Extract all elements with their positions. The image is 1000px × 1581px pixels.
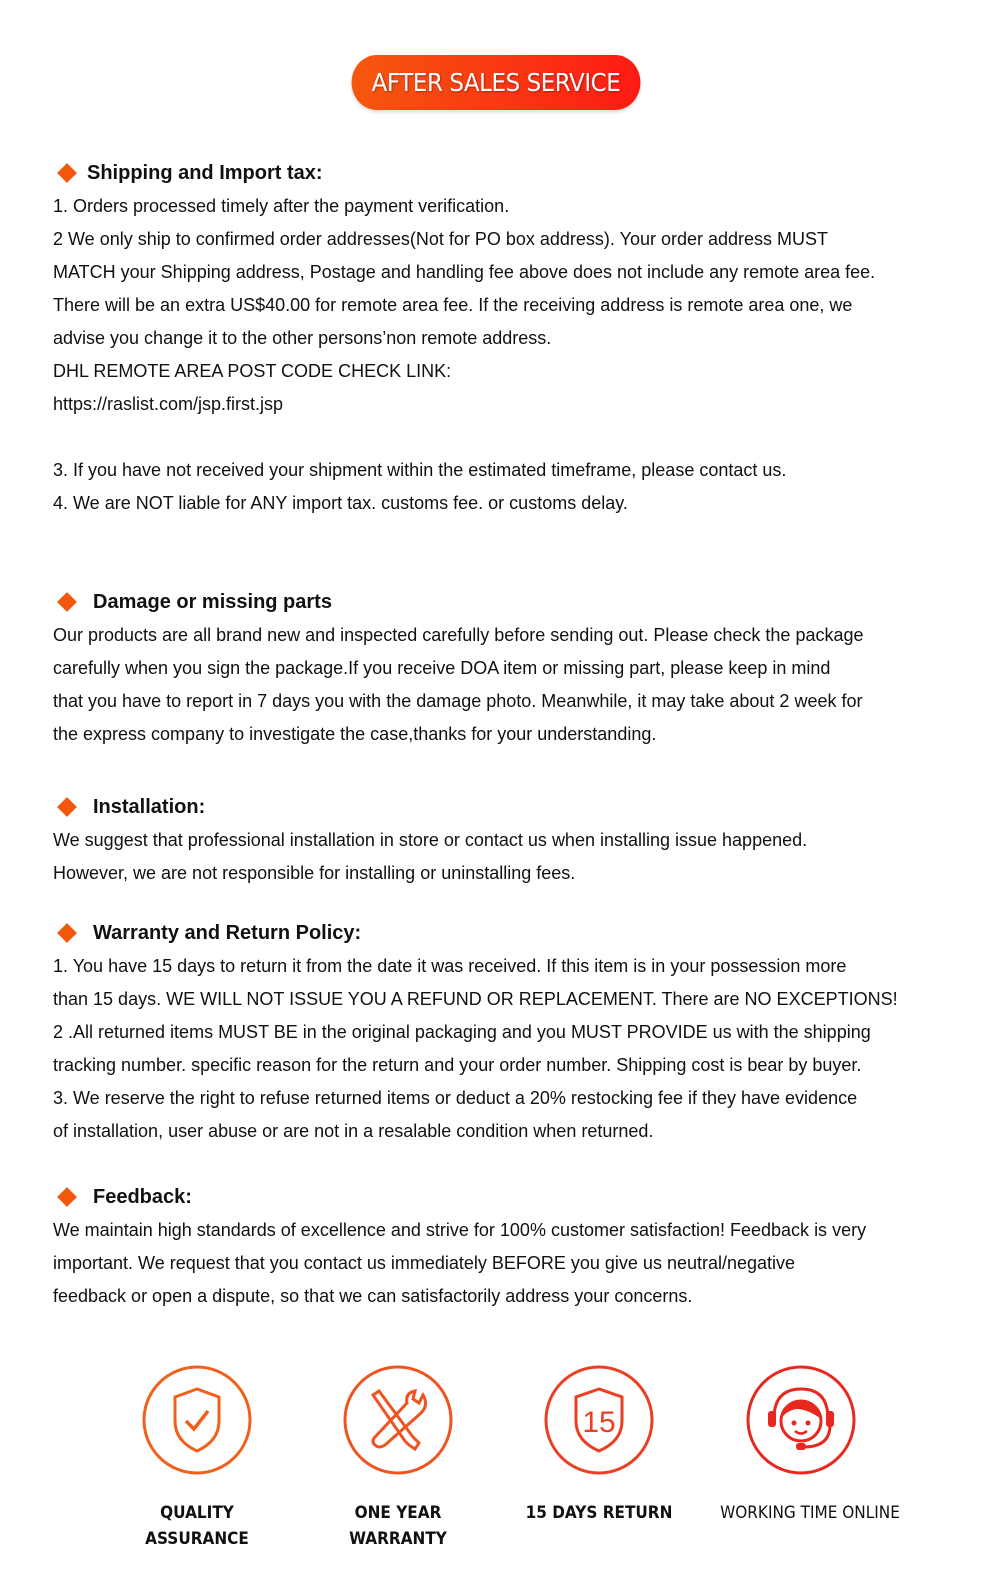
section-line: advise you change it to the other persons’non remote address. <box>53 328 552 348</box>
section-line: tracking number. specific reason for the return and your order number. Shipping cost is bear by buyer. <box>53 1055 862 1075</box>
section-line: the express company to investigate the case,thanks for your understanding. <box>53 724 657 744</box>
section-heading <box>53 585 983 619</box>
section-heading-text: Feedback: <box>93 1186 192 1208</box>
feature-label-return: 15 DAYS RETURN <box>525 1503 673 1523</box>
section-installation <box>53 790 983 890</box>
remote-area-link[interactable]: https://raslist.com/jsp.first.jsp <box>53 394 284 414</box>
feature-label-warranty: ONE YEAR WARRANTY <box>349 1503 447 1549</box>
section-line: 1. Orders processed timely after the payment verification. <box>53 196 510 216</box>
section-line: MATCH your Shipping address, Postage and handling fee above does not include any remote area fee. <box>53 262 876 282</box>
section-line: DHL REMOTE AREA POST CODE CHECK LINK: <box>53 361 452 381</box>
diamond-bullet-icon <box>57 1187 77 1207</box>
section-line: of installation, user abuse or are not in a resalable condition when returned. <box>53 1121 654 1141</box>
section-shipping <box>53 156 983 520</box>
section-line: 3. If you have not received your shipment within the estimated timeframe, please contact us. <box>53 460 787 480</box>
section-heading <box>53 790 983 824</box>
section-line: However, we are not responsible for installing or uninstalling fees. <box>53 863 576 883</box>
shield-15-icon <box>544 1365 654 1475</box>
diamond-bullet-icon <box>57 163 77 183</box>
section-heading-text: Damage or missing parts <box>93 591 332 613</box>
diamond-bullet-icon <box>57 592 77 612</box>
badge-15: 15 <box>582 1406 616 1439</box>
tools-icon <box>343 1365 453 1475</box>
section-warranty <box>53 916 983 1148</box>
section-line: We suggest that professional installation in store or contact us when installing issue happened. <box>53 830 808 850</box>
section-heading-text: Installation: <box>93 796 206 818</box>
section-heading <box>53 156 983 190</box>
spacer <box>53 421 983 454</box>
section-line: 3. We reserve the right to refuse returned items or deduct a 20% restocking fee if they have evidence <box>53 1088 858 1108</box>
section-line: We maintain high standards of excellence and strive for 100% customer satisfaction! Feedback is very <box>53 1220 867 1240</box>
section-heading-text: Warranty and Return Policy: <box>93 922 362 944</box>
section-line: than 15 days. WE WILL NOT ISSUE YOU A REFUND OR REPLACEMENT. There are NO EXCEPTIONS! <box>53 989 898 1009</box>
shield-check-icon <box>142 1365 252 1475</box>
section-damage <box>53 585 983 751</box>
after-sales-banner: AFTER SALES SERVICE <box>352 55 641 110</box>
section-heading-text: Shipping and Import tax: <box>87 162 323 184</box>
section-line: carefully when you sign the package.If you receive DOA item or missing part, please keep in mind <box>53 658 831 678</box>
section-line: feedback or open a dispute, so that we can satisfactorily address your concerns. <box>53 1286 693 1306</box>
feature-label-quality: QUALITY ASSURANCE <box>145 1503 249 1549</box>
section-line: important. We request that you contact us immediately BEFORE you give us neutral/negative <box>53 1253 796 1273</box>
section-feedback <box>53 1180 983 1313</box>
section-heading <box>53 1180 983 1214</box>
feature-label-online: WORKING TIME ONLINE <box>720 1503 900 1523</box>
section-line: 2 .All returned items MUST BE in the original packaging and you MUST PROVIDE us with the shipping <box>53 1022 871 1042</box>
diamond-bullet-icon <box>57 923 77 943</box>
section-line: 2 We only ship to confirmed order addresses(Not for PO box address). Your order address MUST <box>53 229 829 249</box>
section-line: 1. You have 15 days to return it from the date it was received. If this item is in your possession more <box>53 956 847 976</box>
section-line: There will be an extra US$40.00 for remote area fee. If the receiving address is remote area one, we <box>53 295 853 315</box>
section-line: that you have to report in 7 days you with the damage photo. Meanwhile, it may take about 2 week for <box>53 691 863 711</box>
section-heading <box>53 916 983 950</box>
section-line: Our products are all brand new and inspected carefully before sending out. Please check the package <box>53 625 864 645</box>
section-line: 4. We are NOT liable for ANY import tax. customs fee. or customs delay. <box>53 493 628 513</box>
headset-agent-icon <box>746 1365 856 1475</box>
diamond-bullet-icon <box>57 797 77 817</box>
